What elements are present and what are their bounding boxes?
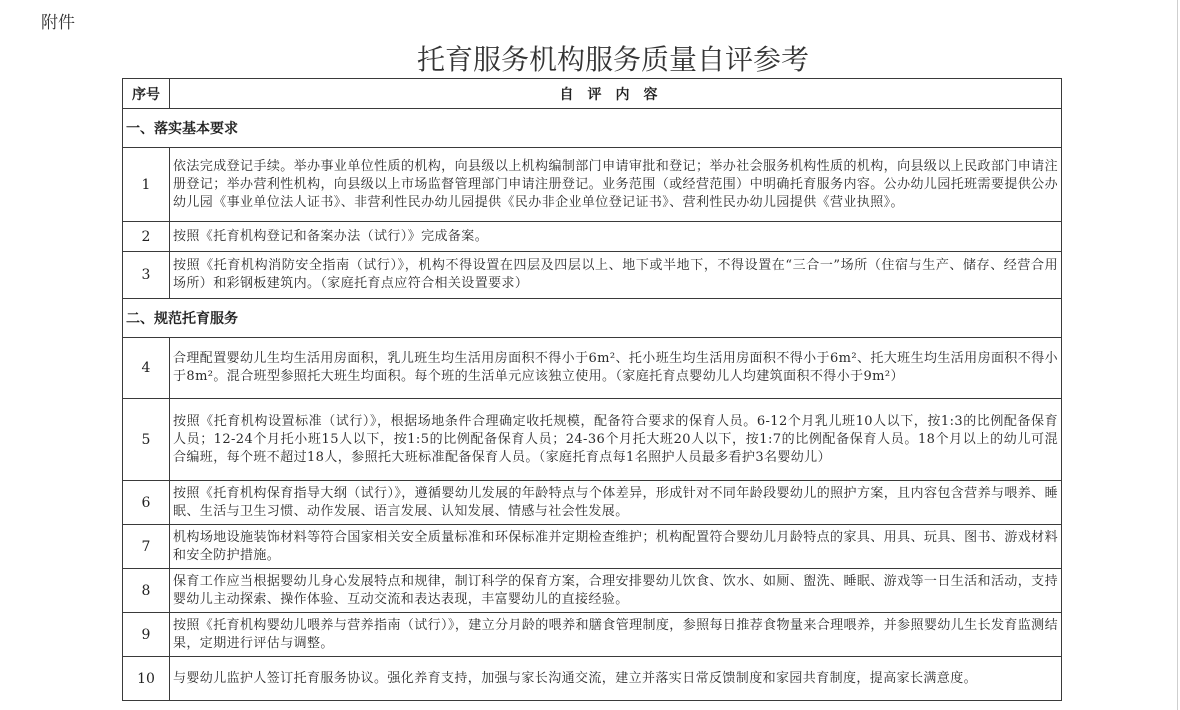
row-number: 9 (123, 613, 170, 657)
table-row (123, 569, 1062, 613)
section-heading: 一、落实基本要求 (123, 109, 1062, 148)
table-row (123, 657, 1062, 701)
row-number: 3 (123, 252, 170, 299)
row-content: 按照《托育机构婴幼儿喂养与营养指南（试行）》，建立分月龄的喂养和膳食管理制度，参照每日推荐食物量来合理喂养，并参照婴幼儿生长发育监测结果，定期进行评估与调整。 (170, 613, 1062, 657)
row-number: 1 (123, 148, 170, 222)
row-content: 按照《托育机构保育指导大纲（试行）》，遵循婴幼儿发展的年龄特点与个体差异，形成针对不同年龄段婴幼儿的照护方案，且内容包含营养与喂养、睡眠、生活与卫生习惯、动作发展、语言发展、认知发展、情感与社会性发展。 (170, 481, 1062, 525)
header-content: 自评内容 (170, 79, 1062, 109)
row-content: 与婴幼儿监护人签订托育服务协议。强化养育支持，加强与家长沟通交流，建立并落实日常反馈制度和家园共育制度，提高家长满意度。 (170, 657, 1062, 701)
row-content: 依法完成登记手续。举办事业单位性质的机构，向县级以上机构编制部门申请审批和登记；举办社会服务机构性质的机构，向县级以上民政部门申请注册登记；举办营利性机构，向县级以上市场监督管理部门申请注册登记。业务范围（或经营范围）中明确托育服务内容。公办幼儿园托班需要提供公办幼儿园《事业单位法人证书》、非营利性民办幼儿园提供《民办非企业单位登记证书》、营利性民办幼儿园提供《营业执照》。 (170, 148, 1062, 222)
self-evaluation-table (122, 78, 1062, 701)
row-number: 2 (123, 222, 170, 252)
header-number: 序号 (123, 79, 170, 109)
row-number: 5 (123, 399, 170, 481)
table-row (123, 338, 1062, 399)
page-edge-line (1177, 0, 1178, 710)
row-content: 按照《托育机构登记和备案办法（试行）》完成备案。 (170, 222, 1062, 252)
table-row (123, 222, 1062, 252)
table-row (123, 481, 1062, 525)
table-row (123, 613, 1062, 657)
section-heading-row (123, 299, 1062, 338)
row-number: 4 (123, 338, 170, 399)
row-content: 合理配置婴幼儿生均生活用房面积，乳儿班生均生活用房面积不得小于6m²、托小班生均生活用房面积不得小于6m²、托大班生均生活用房面积不得小于8m²。混合班型参照托大班生均面积。每个班的生活单元应该独立使用。（家庭托育点婴幼儿人均建筑面积不得小于9m²） (170, 338, 1062, 399)
row-number: 6 (123, 481, 170, 525)
table-row (123, 148, 1062, 222)
document-title: 托育服务机构服务质量自评参考 (416, 43, 809, 76)
row-number: 10 (123, 657, 170, 701)
row-content: 保育工作应当根据婴幼儿身心发展特点和规律，制订科学的保育方案，合理安排婴幼儿饮食、饮水、如厕、盥洗、睡眠、游戏等一日生活和活动，支持婴幼儿主动探索、操作体验、互动交流和表达表现，丰富婴幼儿的直接经验。 (170, 569, 1062, 613)
row-content: 按照《托育机构设置标准（试行）》，根据场地条件合理确定收托规模，配备符合要求的保育人员。6-12个月乳儿班10人以下，按1:3的比例配备保育人员；12-24个月托小班15人以下，按1:5的比例配备保育人员；24-36个月托大班20人以下，按1:7的比例配备保育人员。18个月以上的幼儿可混合编班，每个班不超过18人，参照托大班标准配备保育人员。（家庭托育点每1名照护人员最多看护3名婴幼儿） (170, 399, 1062, 481)
row-number: 8 (123, 569, 170, 613)
section-heading: 二、规范托育服务 (123, 299, 1062, 338)
attachment-label: 附件 (41, 13, 75, 33)
row-content: 机构场地设施装饰材料等符合国家相关安全质量标准和环保标准并定期检查维护；机构配置符合婴幼儿月龄特点的家具、用具、玩具、图书、游戏材料和安全防护措施。 (170, 525, 1062, 569)
row-number: 7 (123, 525, 170, 569)
row-content: 按照《托育机构消防安全指南（试行）》，机构不得设置在四层及四层以上、地下或半地下，不得设置在“三合一”场所（住宿与生产、储存、经营合用场所）和彩钢板建筑内。（家庭托育点应符合相关设置要求） (170, 252, 1062, 299)
section-heading-row (123, 109, 1062, 148)
table-row (123, 399, 1062, 481)
table-row (123, 252, 1062, 299)
table-header-row (123, 79, 1062, 109)
table-row (123, 525, 1062, 569)
